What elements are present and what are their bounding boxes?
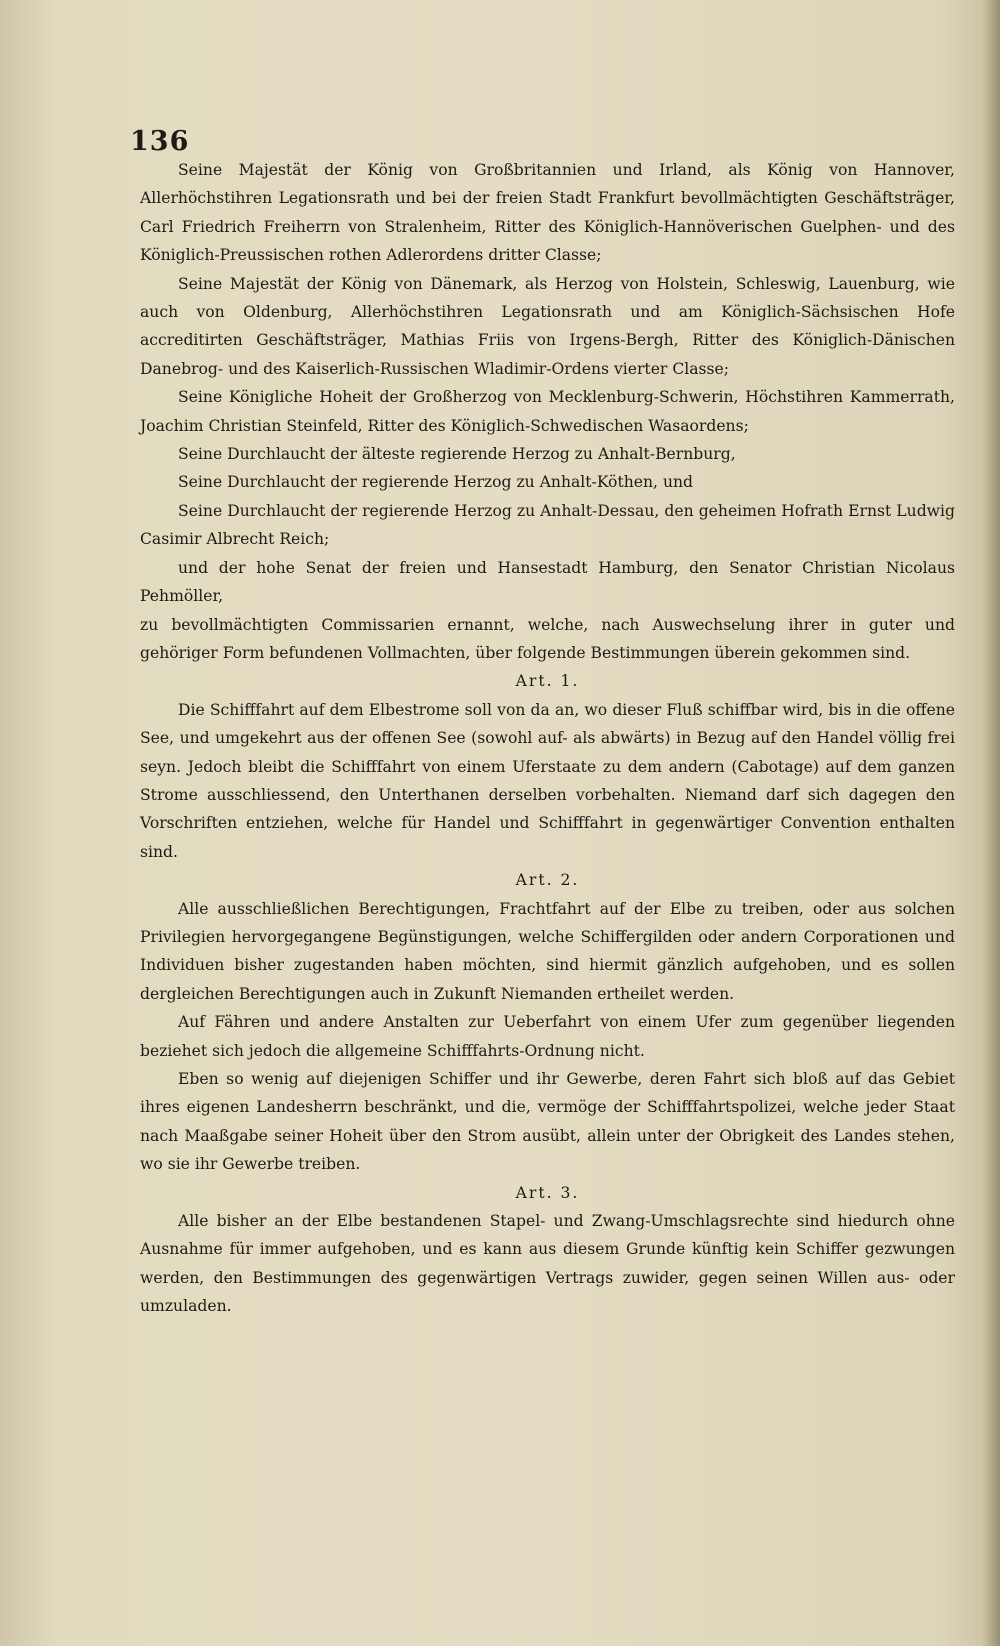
article-2-paragraph: Auf Fähren und andere Anstalten zur Ueberfahrt von einem Ufer zum gegenüber liegenden beziehet sich jedoch die allgemeine Schifffahrts-Ordnung nicht.	[140, 1013, 955, 1060]
paragraph-anhalt-dessau: Seine Durchlaucht der regierende Herzog zu Anhalt-Dessau, den geheimen Hofrath Ernst Ludwig Casimir Albrecht Reich;	[140, 501, 955, 549]
article-3-heading: Art. 3.	[515, 1183, 580, 1202]
article-1-text: Die Schifffahrt auf dem Elbestrome soll von da an, wo dieser Fluß schiffbar wird, bis in die offene See, und umgekehrt aus der offenen See (sowohl auf- als abwärts) in Bezug auf den Handel völlig frei seyn. Jedoch bleibt die Schifffahrt von einem Uferstaate zu dem andern (Cabotage) auf dem ganzen Strome ausschliessend, den Unterthanen derselben vorbehalten. Niemand darf sich dagegen den Vorschriften entziehen, welche für Handel und Schifffahrt in gegenwärtiger Convention enthalten sind.	[140, 700, 955, 861]
paragraph-anhalt-bernburg: Seine Durchlaucht der älteste regierende Herzog zu Anhalt-Bernburg,	[178, 445, 736, 464]
document-body	[140, 156, 955, 1321]
article-1-heading: Art. 1.	[515, 672, 580, 691]
page-edge-shadow	[982, 0, 1000, 1646]
page-number: 136	[130, 126, 190, 157]
article-2-paragraph: Alle ausschließlichen Berechtigungen, Frachtfahrt auf der Elbe zu treiben, oder aus solchen Privilegien hervorgegangene Begünstigungen, welche Schiffergilden oder andern Corporationen und Individuen bisher zugestanden haben möchten, sind hiermit gänzlich aufgehoben, und es sollen dergleichen Berechtigungen auch in Zukunft Niemanden ertheilet werden.	[140, 899, 955, 1003]
article-2-paragraph: Eben so wenig auf diejenigen Schiffer und ihr Gewerbe, deren Fahrt sich bloß auf das Gebiet ihres eigenen Landesherrn beschränkt, und die, vermöge der Schifffahrtspolizei, welche jeder Staat nach Maaßgabe seiner Hoheit über den Strom ausübt, allein unter der Obrigkeit des Landes stehen, wo sie ihr Gewerbe treiben.	[140, 1070, 955, 1174]
paragraph-mecklenburg: Seine Königliche Hoheit der Großherzog von Mecklenburg-Schwerin, Höchstihren Kammerrath, Joachim Christian Steinfeld, Ritter des Königlich-Schwedischen Wasaordens;	[140, 388, 955, 435]
paragraph-hamburg-senate: und der hohe Senat der freien und Hansestadt Hamburg, den Senator Christian Nicolaus Pehmöller,	[140, 558, 955, 606]
paragraph-anhalt-koethen: Seine Durchlaucht der regierende Herzog zu Anhalt-Köthen, und	[178, 473, 694, 492]
paragraph-commissioners: zu bevollmächtigten Commissarien ernannt, welche, nach Auswechselung ihrer in guter und gehöriger Form befundenen Vollmachten, über folgende Bestimmungen überein gekommen sind.	[140, 615, 955, 662]
paragraph-king-denmark: Seine Majestät der König von Dänemark, als Herzog von Holstein, Schleswig, Lauenburg, wie auch von Oldenburg, Allerhöchstihren Legationsrath und am Königlich-Sächsischen Hofe accreditirten Geschäftsträger, Mathias Friis von Irgens-Bergh, Ritter des Königlich-Dänischen Danebrog- und des Kaiserlich-Russischen Wladimir-Ordens vierter Classe;	[140, 274, 955, 378]
paragraph-king-hanover: Seine Majestät der König von Großbritannien und Irland, als König von Hannover, Allerhöchstihren Legationsrath und bei der freien Stadt Frankfurt bevollmächtigten Geschäftsträger, Carl Friedrich Freiherrn von Stralenheim, Ritter des Königlich-Hannöverischen Guelphen- und des Königlich-Preussischen rothen Adlerordens dritter Classe;	[140, 161, 955, 265]
article-3-text: Alle bisher an der Elbe bestandenen Stapel- und Zwang-Umschlagsrechte sind hiedurch ohne Ausnahme für immer aufgehoben, und es kann aus diesem Grunde künftig kein Schiffer gezwungen werden, den Bestimmungen des gegenwärtigen Vertrags zuwider, gegen seinen Willen aus- oder umzuladen.	[140, 1212, 955, 1316]
article-2-heading: Art. 2.	[515, 871, 580, 890]
